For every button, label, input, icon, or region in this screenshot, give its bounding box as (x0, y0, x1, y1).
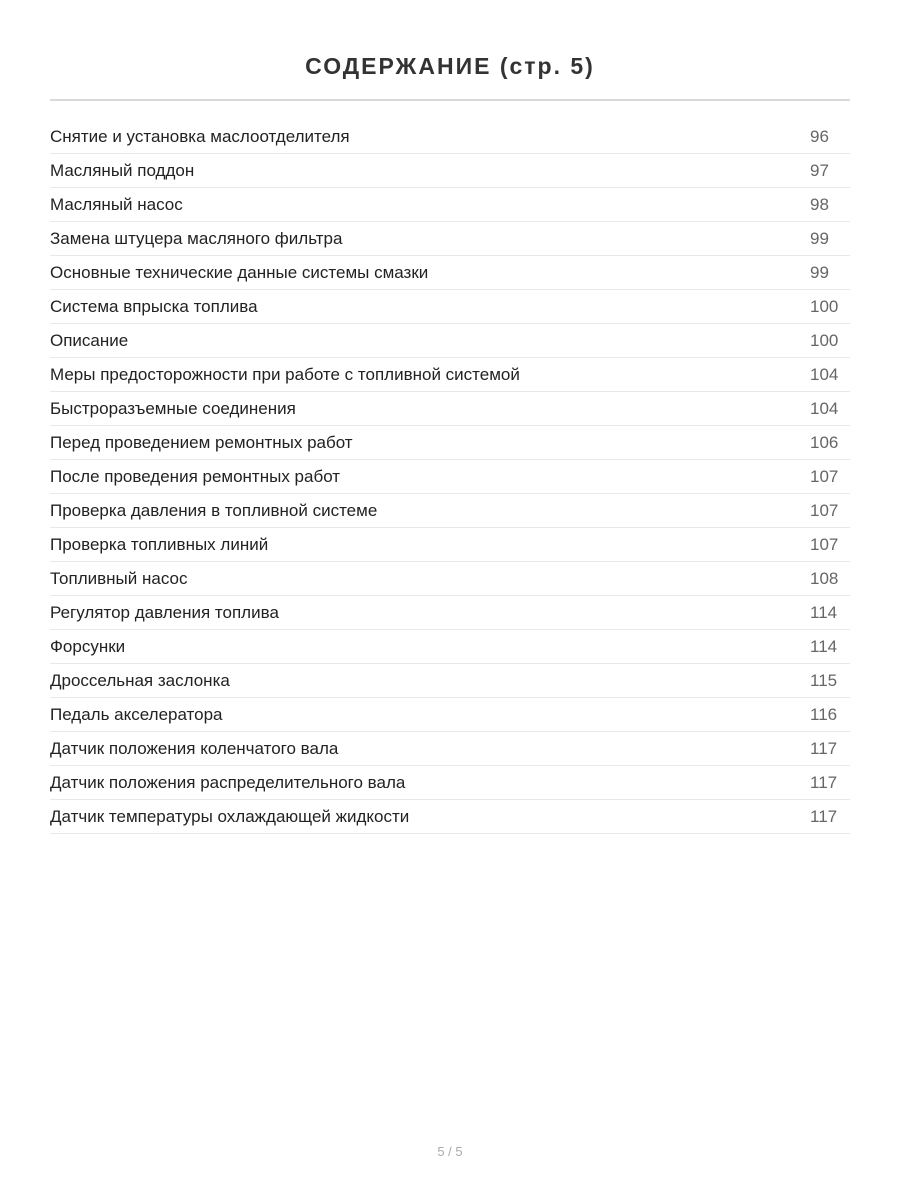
toc-entry-page: 107 (810, 534, 839, 554)
toc-entry[interactable] (50, 562, 850, 596)
toc-entry[interactable] (50, 324, 850, 358)
toc-entry-page: 114 (810, 602, 838, 622)
toc-entry[interactable] (50, 188, 850, 222)
toc-entry[interactable] (50, 426, 850, 460)
toc-entry-page: 100 (810, 296, 839, 316)
page-title: СОДЕРЖАНИЕ (стр. 5) (305, 53, 595, 80)
toc-entry[interactable] (50, 494, 850, 528)
toc-entry-page: 117 (810, 738, 838, 758)
toc-entry-title: После проведения ремонтных работ (50, 466, 341, 486)
toc-entry[interactable] (50, 664, 850, 698)
toc-entry-title: Описание (50, 330, 129, 350)
toc-entry-page: 117 (810, 806, 838, 826)
toc-entry[interactable] (50, 460, 850, 494)
toc-list (50, 120, 850, 834)
toc-entry-page: 116 (810, 704, 838, 724)
toc-entry-page: 114 (810, 636, 838, 656)
toc-entry-page: 97 (810, 160, 829, 180)
toc-entry-page: 100 (810, 330, 839, 350)
toc-entry-title: Топливный насос (50, 568, 188, 588)
toc-entry-title: Меры предосторожности при работе с топливной системой (50, 364, 520, 384)
page-indicator: 5 / 5 (437, 1144, 463, 1159)
toc-entry[interactable] (50, 154, 850, 188)
toc-entry[interactable] (50, 222, 850, 256)
title-divider (50, 99, 850, 101)
toc-entry[interactable] (50, 358, 850, 392)
toc-entry-title: Проверка топливных линий (50, 534, 269, 554)
toc-entry[interactable] (50, 630, 850, 664)
toc-entry-title: Масляный поддон (50, 160, 195, 180)
toc-entry-page: 106 (810, 432, 839, 452)
toc-entry-title: Перед проведением ремонтных работ (50, 432, 353, 452)
toc-entry-title: Форсунки (50, 636, 126, 656)
toc-entry[interactable] (50, 766, 850, 800)
toc-entry[interactable] (50, 290, 850, 324)
toc-entry-page: 108 (810, 568, 839, 588)
toc-entry-page: 104 (810, 364, 839, 384)
toc-entry-title: Снятие и установка маслоотделителя (50, 126, 350, 146)
toc-entry[interactable] (50, 596, 850, 630)
toc-entry[interactable] (50, 256, 850, 290)
toc-entry[interactable] (50, 698, 850, 732)
toc-entry-title: Дроссельная заслонка (50, 670, 230, 690)
toc-entry-title: Масляный насос (50, 194, 183, 214)
toc-entry-page: 99 (810, 262, 829, 282)
toc-entry[interactable] (50, 800, 850, 834)
toc-entry-title: Проверка давления в топливной системе (50, 500, 378, 520)
toc-entry[interactable] (50, 120, 850, 154)
toc-entry-title: Педаль акселератора (50, 704, 223, 724)
toc-entry-page: 107 (810, 466, 839, 486)
toc-entry[interactable] (50, 392, 850, 426)
toc-entry-title: Система впрыска топлива (50, 296, 258, 316)
toc-entry-title: Основные технические данные системы смазки (50, 262, 429, 282)
toc-entry-title: Регулятор давления топлива (50, 602, 279, 622)
toc-entry-page: 115 (810, 670, 838, 690)
toc-entry-title: Замена штуцера масляного фильтра (50, 228, 343, 248)
toc-entry-page: 107 (810, 500, 839, 520)
toc-entry-page: 98 (810, 194, 829, 214)
toc-entry-title: Быстроразъемные соединения (50, 398, 296, 418)
toc-entry-page: 117 (810, 772, 838, 792)
toc-entry-title: Датчик положения коленчатого вала (50, 738, 339, 758)
toc-entry-page: 99 (810, 228, 829, 248)
toc-entry-title: Датчик температуры охлаждающей жидкости (50, 806, 410, 826)
toc-entry[interactable] (50, 528, 850, 562)
toc-entry[interactable] (50, 732, 850, 766)
toc-entry-title: Датчик положения распределительного вала (50, 772, 406, 792)
toc-entry-page: 96 (810, 126, 829, 146)
toc-entry-page: 104 (810, 398, 839, 418)
